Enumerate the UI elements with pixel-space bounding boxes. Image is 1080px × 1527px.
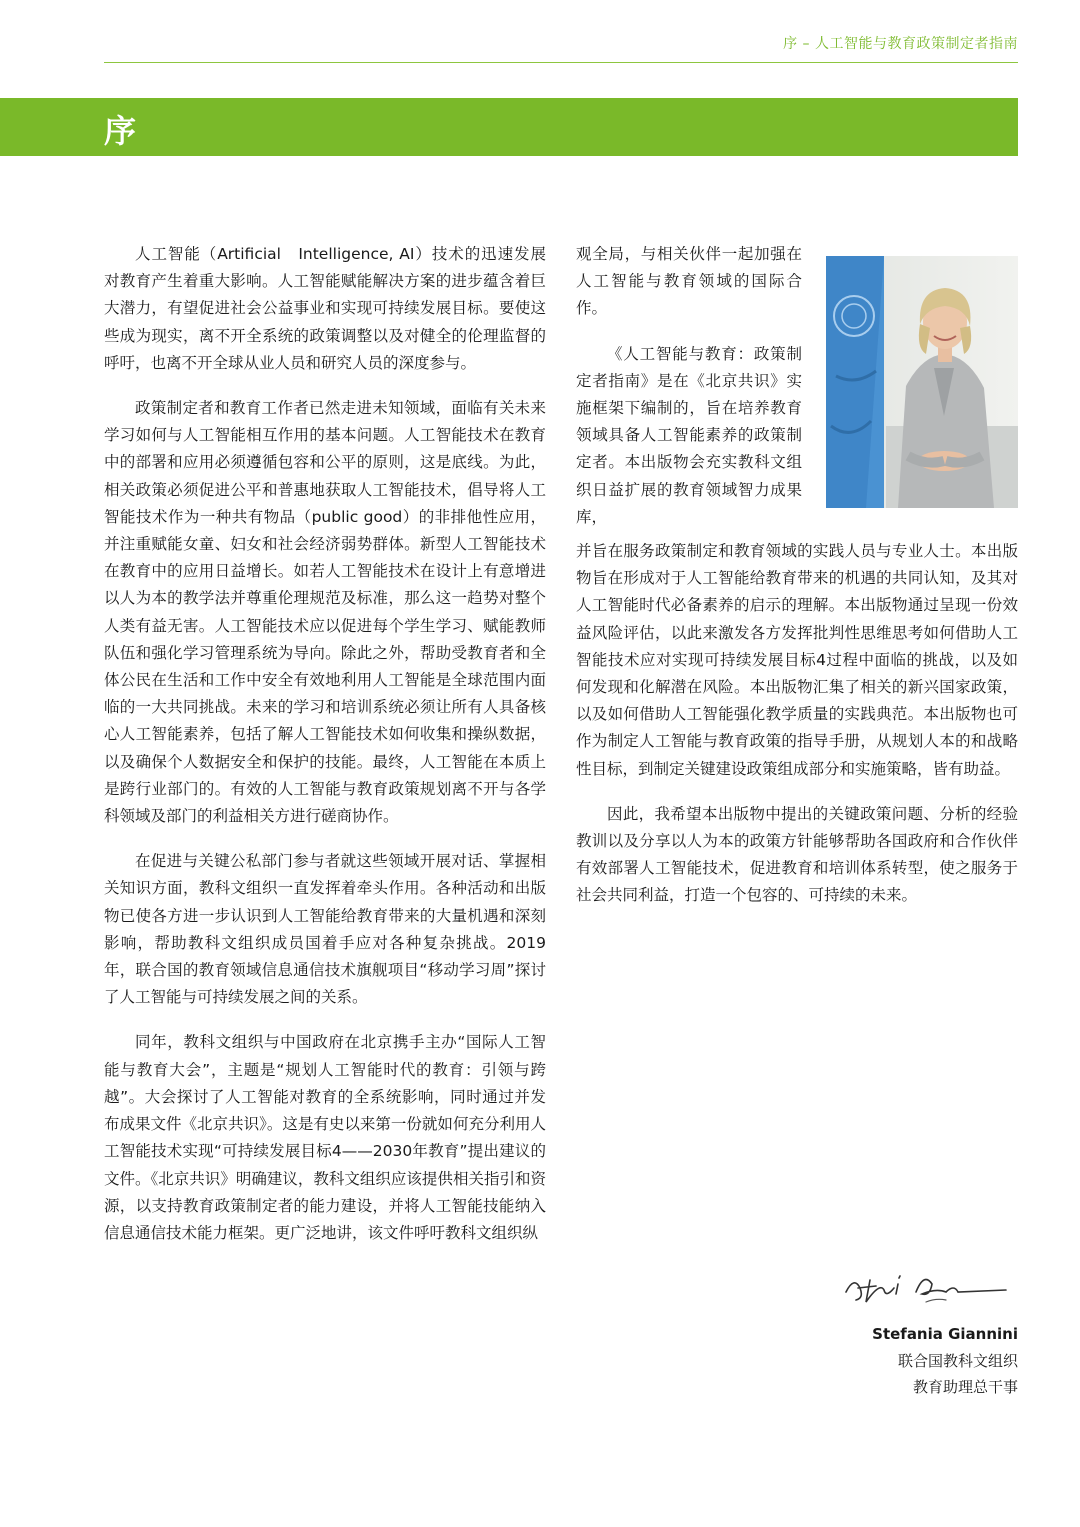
portrait-photo	[826, 256, 1018, 508]
signatory-name: Stefania Giannini	[872, 1325, 1018, 1343]
paragraph: 政策制定者和教育工作者已然走进未知领域，面临有关未来学习如何与人工智能相互作用的基本问题。人工智能技术在教育中的部署和应用必须遵循包容和公平的原则，这是底线。为此，相关政策必须促进公平和普惠地获取人工智能技术，倡导将人工智能技术作为一种共有物品（public good）的非排他性应用，并注重赋能女童、妇女和社会经济弱势群体。新型人工智能技术在教育中的应用日益增长。如若人工智能技术在设计上有意增进以人为本的教学法并尊重伦理规范及标准，那么这一趋势对整个人类有益无害。人工智能技术应以促进每个学生学习、赋能教师队伍和强化学习管理系统为导向。除此之外，帮助受教育者和全体公民在生活和工作中安全有效地利用人工智能是全球范围内面临的一大共同挑战。未来的学习和培训系统必须让所有人具备核心人工智能素养，包括了解人工智能技术如何收集和操纵数据，以及确保个人数据安全和保护的技能。最终，人工智能在本质上是跨行业部门的。有效的人工智能与教育政策规划离不开与各学科领域及部门的利益相关方进行磋商协作。	[104, 399, 546, 826]
running-header: 序 – 人工智能与教育政策制定者指南	[783, 36, 1018, 52]
signatory-organization: 联合国教科文组织	[897, 1352, 1018, 1370]
paragraph: 并旨在服务政策制定和教育领域的实践人员与专业人士。本出版物旨在形成对于人工智能给教育带来的机遇的共同认知，及其对人工智能时代必备素养的启示的理解。本出版物通过呈现一份效益风险评估，以此来激发各方发挥批判性思维思考如何借助人工智能技术应对实现可持续发展目标4过程中面临的挑战，以及如何发现和化解潜在风险。本出版物汇集了相关的新兴国家政策，以及如何借助人工智能强化教学质量的实践典范。本出版物也可作为制定人工智能与教育政策的指导手册，从规划人本的和战略性目标，到制定关键建设政策组成部分和实施策略，皆有助益。	[576, 542, 1018, 778]
left-column	[104, 241, 546, 1265]
paragraph: 人工智能（Artificial Intelligence, AI）技术的迅速发展对教育产生着重大影响。人工智能赋能解决方案的进步蕴含着巨大潜力，有望促进社会公益事业和实现可持续发展目标。要使这些成为现实，离不开全系统的政策调整以及对健全的伦理监督的呼吁，也离不开全球从业人员和研究人员的深度参与。	[104, 245, 546, 372]
section-title-bar	[0, 98, 1018, 156]
right-column-top	[576, 241, 802, 549]
paragraph: 在促进与关键公私部门参与者就这些领域开展对话、掌握相关知识方面，教科文组织一直发挥着牵头作用。各种活动和出版物已使各方进一步认识到人工智能给教育带来的大量机遇和深刻影响，帮助教科文组织成员国着手应对各种复杂挑战。2019年，联合国的教育领域信息通信技术旗舰项目“移动学习周”探讨了人工智能与可持续发展之间的关系。	[104, 852, 546, 1007]
header-rule	[104, 62, 1018, 63]
signature-image	[836, 1262, 1016, 1312]
signatory-title: 教育助理总干事	[912, 1378, 1018, 1396]
section-title: 序	[104, 112, 137, 150]
paragraph: 观全局，与相关伙伴一起加强在人工智能与教育领域的国际合作。	[576, 245, 802, 318]
paragraph: 同年，教科文组织与中国政府在北京携手主办“国际人工智能与教育大会”，主题是“规划人工智能时代的教育：引领与跨越”。大会探讨了人工智能对教育的全系统影响，同时通过并发布成果文件《北京共识》。这是有史以来第一份就如何充分利用人工智能技术实现“可持续发展目标4——2030年教育”提出建议的文件。《北京共识》明确建议，教科文组织应该提供相关指引和资源，以支持教育政策制定者的能力建设，并将人工智能技能纳入信息通信技术能力框架。更广泛地讲，该文件呼吁教科文组织纵	[104, 1033, 546, 1242]
paragraph: 因此，我希望本出版物中提出的关键政策问题、分析的经验教训以及分享以人为本的政策方针能够帮助各国政府和合作伙伴有效部署人工智能技术，促进教育和培训体系转型，使之服务于社会共同利益，打造一个包容的、可持续的未来。	[576, 804, 1018, 905]
right-column-bottom	[576, 538, 1018, 928]
paragraph: 《人工智能与教育：政策制定者指南》是在《北京共识》实施框架下编制的，旨在培养教育领域具备人工智能素养的政策制定者。本出版物会充实教科文组织日益扩展的教育领域智力成果库，	[576, 344, 802, 526]
